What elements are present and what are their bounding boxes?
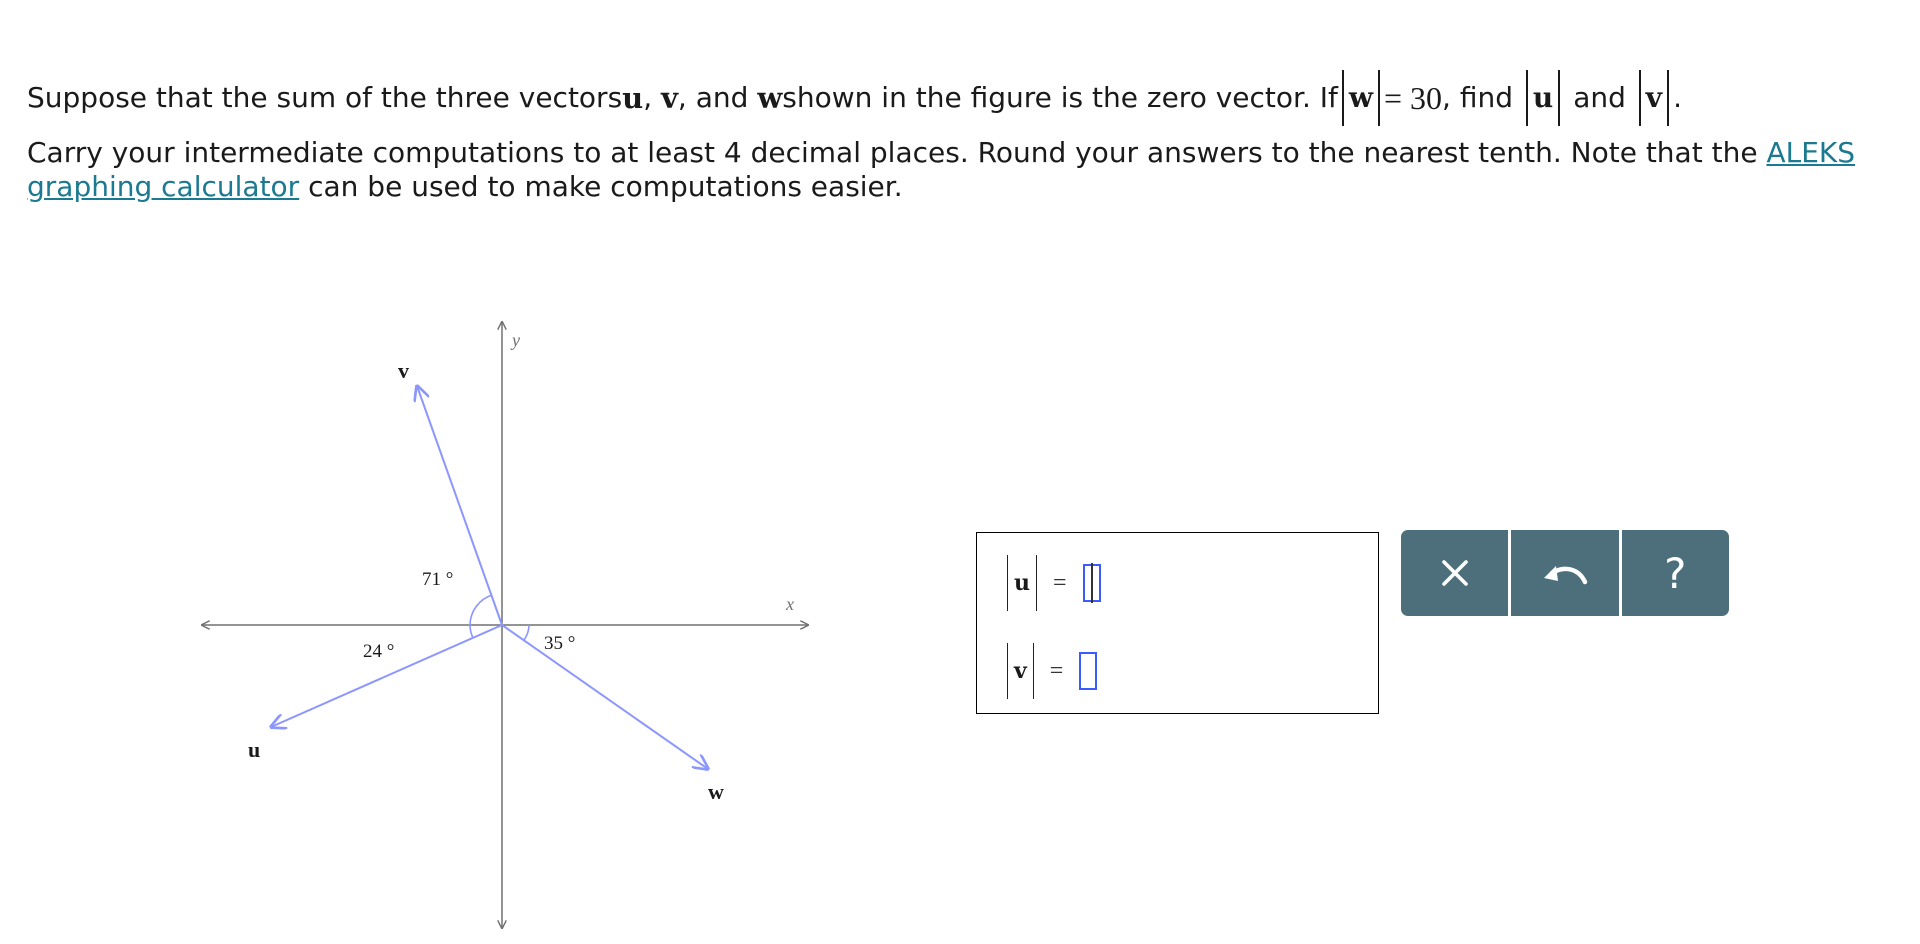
clear-icon [1439, 557, 1471, 589]
answer-magnitude-u [1007, 555, 1037, 611]
angle-label-v: 71 ° [422, 569, 454, 590]
help-button[interactable] [1619, 530, 1729, 616]
vector-w-label: w [708, 779, 724, 804]
statement-text-1: Suppose that the sum of the three vectors [27, 81, 623, 114]
magnitude-u-letter: u [1532, 81, 1554, 114]
angle-arc-u [470, 625, 473, 638]
vector-v-label: v [398, 358, 409, 383]
problem-text [27, 66, 1907, 204]
instruction-text: Carry your intermediate computations to at least 4 decimal places. Round your answers to the nearest tenth. Note that the [27, 136, 1767, 169]
magnitude-v-letter: v [1645, 81, 1663, 114]
find-text: , find [1442, 81, 1514, 114]
instruction-end: can be used to make computations easier. [299, 170, 903, 203]
statement-text-2: shown in the figure is the zero vector. If [782, 81, 1338, 114]
magnitude-w [1342, 70, 1380, 126]
answer-toolbar [1401, 530, 1729, 616]
equals-sign-v: = [1049, 657, 1064, 684]
magnitude-w-letter: w [1348, 81, 1373, 114]
answer-row-u [1007, 553, 1101, 613]
answer-box [976, 532, 1379, 714]
answer-v-letter: v [1014, 658, 1027, 684]
answer-row-v [1007, 641, 1097, 701]
help-icon: ? [1664, 548, 1687, 598]
answer-u-letter: u [1014, 570, 1030, 596]
comma-1: , [643, 81, 653, 114]
vectors [271, 386, 708, 769]
angle-arc-v [470, 595, 492, 625]
vector-u-label: u [248, 737, 261, 762]
instructions [27, 136, 1907, 204]
vector-w-name: w [757, 81, 783, 115]
vector-w [502, 625, 708, 769]
vector-u-name: u [622, 81, 644, 115]
y-axis-label: y [512, 330, 520, 350]
comma-and: , and [677, 81, 749, 114]
aleks-calculator-link[interactable]: ALEKS graphing calculator [27, 136, 1856, 203]
angle-label-w: 35 ° [544, 633, 576, 654]
u-magnitude-input[interactable] [1083, 564, 1101, 602]
given-value: = 30 [1384, 80, 1443, 116]
angle-label-u: 24 ° [363, 641, 395, 662]
vector-v-name: v [661, 81, 678, 115]
undo-button[interactable] [1508, 530, 1618, 616]
magnitude-u [1526, 70, 1560, 126]
axes [202, 322, 808, 928]
angle-arc-w [524, 625, 529, 640]
problem-statement [27, 66, 1907, 130]
magnitude-v [1639, 70, 1669, 126]
and-text: and [1573, 81, 1626, 114]
vector-figure [190, 310, 830, 940]
answer-magnitude-v [1007, 643, 1034, 699]
period: . [1673, 81, 1682, 114]
v-magnitude-input[interactable] [1079, 652, 1097, 690]
x-axis-label: x [786, 594, 794, 614]
clear-button[interactable] [1401, 530, 1508, 616]
equals-sign-u: = [1053, 569, 1067, 596]
undo-icon [1540, 557, 1590, 589]
